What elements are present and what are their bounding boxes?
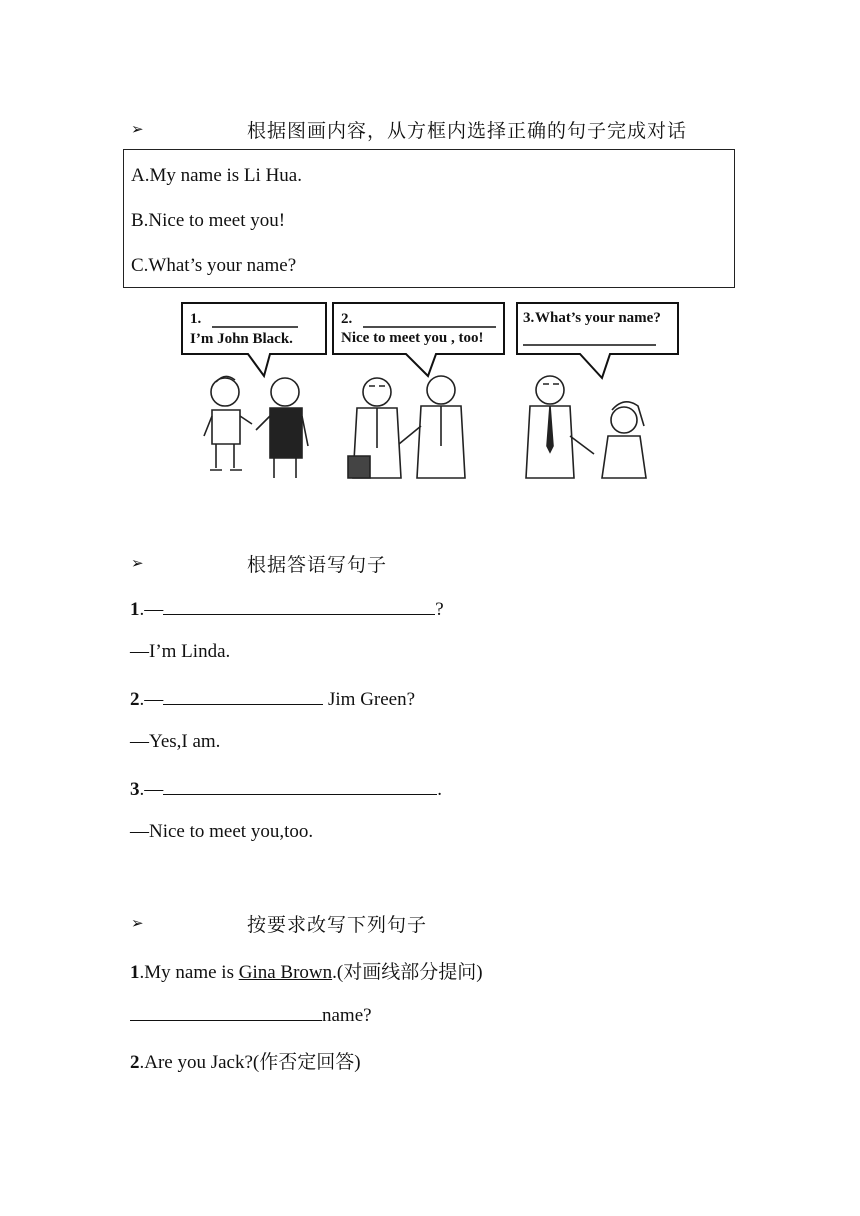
- bullet-icon: ➢: [131, 120, 144, 138]
- question-instruction: .(对画线部分提问): [332, 962, 483, 983]
- question-number: 3: [130, 779, 140, 800]
- answer-blank[interactable]: [163, 596, 435, 615]
- question-suffix: ?: [435, 599, 444, 620]
- question-number: 1: [130, 962, 140, 983]
- question-number: 1: [130, 599, 140, 620]
- answer-tail: name?: [322, 1005, 372, 1026]
- answer-3: —Nice to meet you,too.: [130, 821, 314, 842]
- section-title: 按要求改写下列句子: [247, 914, 428, 936]
- bubble-1-text: I’m John Black.: [190, 331, 293, 347]
- rewrite-answer-1: [130, 1002, 372, 1027]
- boy-figure: [204, 376, 252, 470]
- option-c: C.What’s your name?: [131, 255, 297, 276]
- girl-figure: [602, 402, 646, 478]
- question-suffix: .: [437, 779, 442, 800]
- question-3: [130, 776, 442, 801]
- bubble-1-number: 1.: [190, 311, 202, 327]
- answer-2: —Yes,I am.: [130, 731, 221, 752]
- option-b: B.Nice to meet you!: [131, 210, 286, 231]
- man-figure: [256, 378, 308, 478]
- section-title: 根据图画内容，从方框内选择正确的句子完成对话: [247, 120, 688, 142]
- rewrite-question-1: [130, 957, 483, 984]
- answer-blank[interactable]: [163, 686, 323, 705]
- doctor-left-figure: [348, 378, 401, 478]
- answer-blank[interactable]: [130, 1002, 322, 1021]
- question-1: [130, 596, 444, 621]
- option-a: A.My name is Li Hua.: [131, 165, 302, 186]
- answer-blank[interactable]: [163, 776, 437, 795]
- bullet-icon: ➢: [131, 554, 144, 572]
- bubble-2-text: Nice to meet you , too!: [341, 330, 484, 346]
- bubble-3-number: 3.: [523, 310, 535, 326]
- question-text: .Are you Jack?(作否定回答): [139, 1052, 361, 1073]
- question-suffix: Jim Green?: [323, 689, 416, 710]
- dash-prefix: .—: [139, 599, 164, 620]
- dash-prefix: .—: [139, 779, 164, 800]
- dash-prefix: .—: [139, 689, 164, 710]
- question-number: 2: [130, 689, 140, 710]
- bubble-2-number: 2.: [341, 311, 353, 327]
- question-2: [130, 686, 415, 711]
- bubble-3-text: What’s your name?: [535, 310, 661, 326]
- teacher-figure: [526, 376, 594, 478]
- question-text: .My name is: [139, 962, 239, 983]
- section-title: 根据答语写句子: [247, 554, 388, 576]
- rewrite-question-2: [130, 1047, 361, 1074]
- doctor-right-figure: [399, 376, 465, 478]
- underlined-phrase: Gina Brown: [238, 962, 333, 983]
- options-box: [123, 149, 735, 288]
- bullet-icon: ➢: [131, 914, 144, 932]
- answer-1: —I’m Linda.: [130, 641, 231, 662]
- question-number: 2: [130, 1052, 140, 1073]
